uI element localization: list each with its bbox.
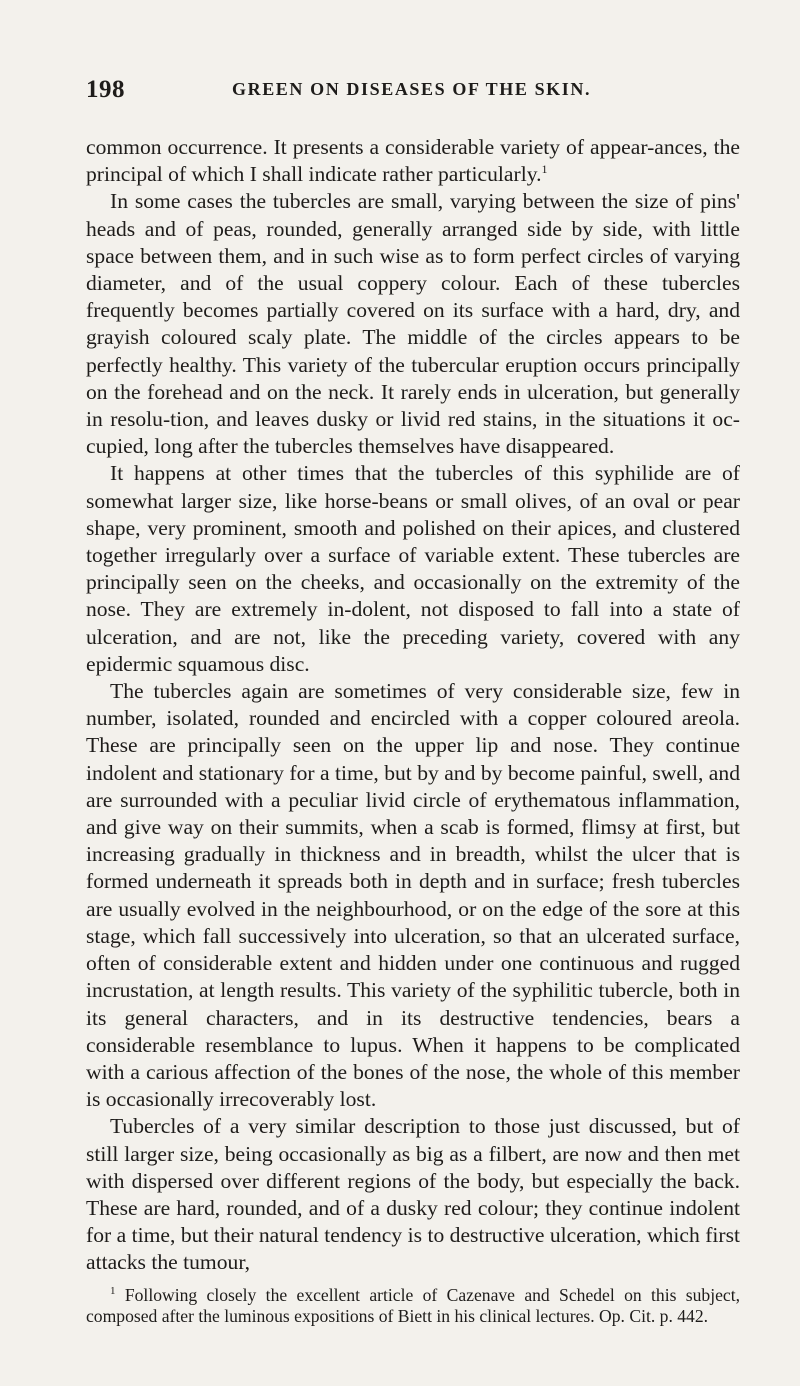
paragraph-5: Tubercles of a very similar description to those just discussed, but of still larger size, being occasionally as big as a filbert, are now and then met with dispersed over different regions of the body, but especially the back. These are hard, rounded, and of a dusky red colour; they continue indolent for a time, but their natural tendency is to destructive ulceration, which first attacks the tumour, bbox=[86, 1114, 740, 1275]
footnote-paragraph bbox=[86, 1285, 740, 1327]
page-number: 198 bbox=[86, 76, 125, 103]
body-text bbox=[86, 134, 740, 1277]
footnote bbox=[86, 1285, 740, 1327]
paragraph-2: In some cases the tubercles are small, varying between the size of pins' heads and of peas, rounded, generally arranged side by side, with little space between them, and in such wise as to form perfect circles of varying diameter, and of the usual coppery colour. Each of these tubercles frequently becomes partially covered on its surface with a hard, dry, and grayish coloured scaly plate. The middle of the circles appears to be perfectly healthy. This variety of the tubercular eruption occurs principally on the forehead and on the neck. It rarely ends in ulceration, but generally in resolu-tion, and leaves dusky or livid red stains, in the situations it oc-cupied, long after the tubercles themselves have disappeared. bbox=[86, 189, 740, 459]
footnote-reference: 1 bbox=[541, 162, 548, 177]
running-head bbox=[86, 76, 726, 106]
footnote-marker: 1 bbox=[110, 1285, 116, 1298]
paragraph-1-text: common occurrence. It presents a considerable variety of appear-ances, the principal of which I shall indicate rather particularly. bbox=[86, 135, 740, 187]
running-title: GREEN ON DISEASES OF THE SKIN. bbox=[232, 79, 592, 99]
footnote-text: Following closely the excellent article of Cazenave and Schedel on this subject, composed after the luminous expositions of Biett in his clinical lectures. Op. Cit. p. 442. bbox=[86, 1285, 740, 1326]
paragraph-3: It happens at other times that the tubercles of this syphilide are of somewhat larger size, like horse-beans or small olives, of an oval or pear shape, very prominent, smooth and polished on their apices, and clustered together irregularly over a surface of variable extent. These tubercles are principally seen on the cheeks, and occasionally on the extremity of the nose. They are extremely in-dolent, not disposed to fall into a state of ulceration, and are not, like the preceding variety, covered with any epidermic squamous disc. bbox=[86, 461, 740, 676]
paragraph-4: The tubercles again are sometimes of very considerable size, few in number, isolated, rounded and encircled with a copper coloured areola. These are principally seen on the upper lip and nose. They continue indolent and stationary for a time, but by and by become painful, swell, and are surrounded with a peculiar livid circle of erythematous inflammation, and give way on their summits, when a scab is formed, flimsy at first, but increasing gradually in thickness and in breadth, whilst the ulcer that is formed underneath it spreads both in depth and in surface; fresh tubercles are usually evolved in the neighbourhood, or on the edge of the sore at this stage, which fall successively into ulceration, so that an ulcerated surface, often of considerable extent and hidden under one continuous and rugged incrustation, at length results. This variety of the syphilitic tubercle, both in its general characters, and in its destructive tendencies, bears a considerable resemblance to lupus. When it happens to be complicated with a carious affection of the bones of the nose, the whole of this member is occasionally irrecoverably lost. bbox=[86, 679, 740, 1112]
paragraph-1 bbox=[86, 134, 740, 188]
